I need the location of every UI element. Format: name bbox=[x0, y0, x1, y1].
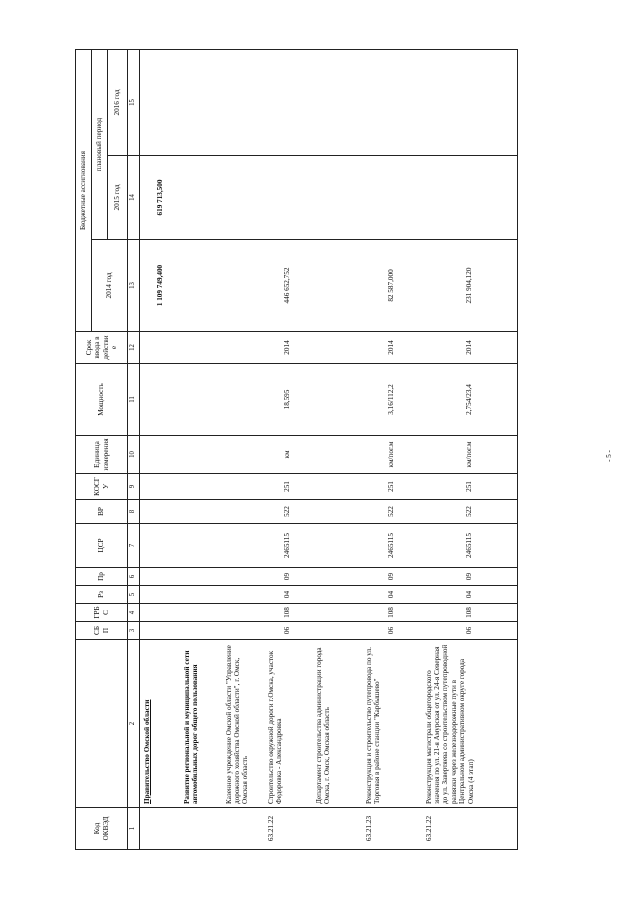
row3-2014: 231 904,120 bbox=[422, 240, 518, 332]
header-2014: 2014 год bbox=[92, 240, 128, 332]
row2-csr: 2465115 bbox=[362, 524, 422, 568]
row2-vr: 522 bbox=[362, 500, 422, 524]
col-num: 3 bbox=[128, 622, 140, 640]
row2-pr: 09 bbox=[362, 568, 422, 586]
header-unit: Единица измерения bbox=[76, 436, 128, 474]
row2-term: 2014 bbox=[362, 332, 422, 364]
agency-dept: Департамент строительства администрации города Омска, г. Омск, Омская область bbox=[312, 640, 362, 808]
program-title: Развитие региональной и муниципальной сети автомобильных дорог общего пользования bbox=[180, 640, 222, 808]
col-num: 10 bbox=[128, 436, 140, 474]
header-capacity: Мощность bbox=[76, 364, 128, 436]
col-num: 14 bbox=[128, 156, 140, 240]
row1-pr: 09 bbox=[264, 568, 312, 586]
rotated-table-container bbox=[75, 50, 595, 850]
row3-pr: 09 bbox=[422, 568, 518, 586]
header-sbp: СБП bbox=[76, 622, 128, 640]
col-num: 12 bbox=[128, 332, 140, 364]
row1-2014: 446 652,752 bbox=[264, 240, 312, 332]
cell-empty bbox=[140, 808, 180, 850]
row1-vr: 522 bbox=[264, 500, 312, 524]
row3-unit: км/пог.м bbox=[422, 436, 518, 474]
row1-unit: км bbox=[264, 436, 312, 474]
col-num: 11 bbox=[128, 364, 140, 436]
row2-kosgu: 251 bbox=[362, 474, 422, 500]
row1-capacity: 18,595 bbox=[264, 364, 312, 436]
col-num: 7 bbox=[128, 524, 140, 568]
header-grbs: ГРБС bbox=[76, 604, 128, 622]
row2-rz: 04 bbox=[362, 586, 422, 604]
row3-term: 2014 bbox=[422, 332, 518, 364]
row1-name: Строительство окружной дороги г.Омска, участок Федоровка - Александровка bbox=[264, 640, 312, 808]
ministry-title bbox=[140, 640, 180, 808]
col-num: 9 bbox=[128, 474, 140, 500]
row3-okved: 63.21.22 bbox=[422, 808, 518, 850]
row1-rz: 04 bbox=[264, 586, 312, 604]
header-pr: Пр bbox=[76, 568, 128, 586]
row3-capacity: 2,754/23,4 bbox=[422, 364, 518, 436]
col-num: 6 bbox=[128, 568, 140, 586]
row2-capacity: 3,16/112,2 bbox=[362, 364, 422, 436]
row2-name: Реконструкция и строительство путепровода по ул. Торговая в районе станции "Карбышево" bbox=[362, 640, 422, 808]
row2-sbp: 06 bbox=[362, 622, 422, 640]
agency-kazennoe: Казенное учреждение Омской области "Управление дорожного хозяйства Омской области", г. Омск, Омская область bbox=[222, 640, 264, 808]
ministry-title-text: Правительство Омской области bbox=[143, 699, 151, 804]
header-vr: ВР bbox=[76, 500, 128, 524]
col-num: 15 bbox=[128, 50, 140, 156]
header-csr: ЦСР bbox=[76, 524, 128, 568]
header-kosgu: КОСГУ bbox=[76, 474, 128, 500]
page-number: - 5 - bbox=[604, 450, 613, 462]
col-num: 1 bbox=[128, 808, 140, 850]
row3-sbp: 06 bbox=[422, 622, 518, 640]
col-num: 4 bbox=[128, 604, 140, 622]
row3-kosgu: 251 bbox=[422, 474, 518, 500]
ministry-total-2015: 619 713,500 bbox=[140, 156, 180, 240]
row1-term: 2014 bbox=[264, 332, 312, 364]
row1-grbs: 108 bbox=[264, 604, 312, 622]
header-2015: 2015 год bbox=[108, 156, 128, 240]
row3-rz: 04 bbox=[422, 586, 518, 604]
row1-kosgu: 251 bbox=[264, 474, 312, 500]
row3-grbs: 108 bbox=[422, 604, 518, 622]
ministry-total-2014: 1 109 749,400 bbox=[140, 240, 180, 332]
row1-csr: 2465115 bbox=[264, 524, 312, 568]
budget-table bbox=[75, 49, 518, 850]
row2-grbs: 108 bbox=[362, 604, 422, 622]
header-okved: Код ОКВЭД bbox=[76, 808, 128, 850]
row3-name: Реконструкция магистрали общегородского значения по ул. 21-я Амурская от ул. 24-я Северная до ул. Завертяева со строительством путепроводной развязки через железнодорожные пути в Центральном административном округе города Омска (4 этап) bbox=[422, 640, 518, 808]
row1-okved: 63.21.22 bbox=[264, 808, 312, 850]
row3-csr: 2465115 bbox=[422, 524, 518, 568]
header-budget: Бюджетные ассигнования bbox=[76, 50, 92, 332]
col-num: 13 bbox=[128, 240, 140, 332]
header-rz: Рз bbox=[76, 586, 128, 604]
header-2016: 2016 год bbox=[108, 50, 128, 156]
row1-sbp: 06 bbox=[264, 622, 312, 640]
row2-unit: км/пог.м bbox=[362, 436, 422, 474]
row3-vr: 522 bbox=[422, 500, 518, 524]
col-num: 2 bbox=[128, 640, 140, 808]
header-name bbox=[76, 640, 128, 808]
col-num: 8 bbox=[128, 500, 140, 524]
row2-okved: 63.21.23 bbox=[362, 808, 422, 850]
col-num: 5 bbox=[128, 586, 140, 604]
header-plan-period: плановый период bbox=[92, 50, 108, 240]
row2-2014: 82 587,000 bbox=[362, 240, 422, 332]
header-term: Срок ввода в действие bbox=[76, 332, 128, 364]
